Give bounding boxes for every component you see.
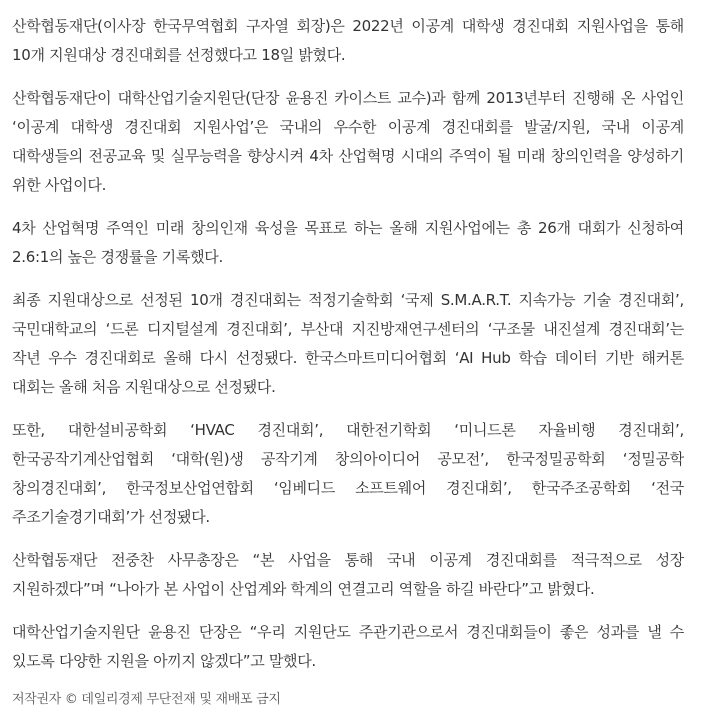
article-paragraph: 산학협동재단 전중찬 사무총장은 “본 사업을 통해 국내 이공계 경진대회를 적극적으로 성장 지원하겠다”며 “나아가 본 사업이 산업계와 학계의 연결고리 역할을 하길 바란다”고 밝혔다. [12,551,684,598]
article-paragraph: 산학협동재단(이사장 한국무역협회 구자열 회장)은 2022년 이공계 대학생 경진대회 지원사업을 통해 10개 지원대상 경진대회를 선정했다고 18일 밝혔다. [12,17,684,64]
copyright-notice: 저작권자 © 데일리경제 무단전재 및 재배포 금지 [12,692,281,707]
article-paragraph: 최종 지원대상으로 선정된 10개 경진대회는 적정기술학회 ‘국제 S.M.A.R.T. 지속가능 기술 경진대회’, 국민대학교의 ‘드론 디지털설계 경진대회’, 부산대 지진방재연구센터의 ‘구조물 내진설계 경진대회’는 작년 우수 경진대회로 올해 다시 선정됐다. 한국스마트미디어협회 ‘AI Hub 학습 데이터 기반 해커톤 대회는 올해 처음 지원대상으로 선정됐다. [12,291,684,396]
article-paragraph: 4차 산업혁명 주역인 미래 창의인재 육성을 목표로 하는 올해 지원사업에는 총 26개 대회가 신청하여 2.6:1의 높은 경쟁률을 기록했다. [12,219,684,266]
article-paragraph: 또한, 대한설비공학회 ‘HVAC 경진대회’, 대한전기학회 ‘미니드론 자율비행 경진대회’, 한국공작기계산업협회 ‘대학(원)생 공작기계 창의아이디어 공모전’, 한국정밀공학회 ‘정밀공학 창의경진대회’, 한국정보산업연합회 ‘임베디드 소프트웨어 경진대회’, 한국주조공학회 ‘전국 주조기술경기대회’가 선정됐다. [12,421,684,526]
article-paragraph: 산학협동재단이 대학산업기술지원단(단장 윤용진 카이스트 교수)과 함께 2013년부터 진행해 온 사업인 ‘이공계 대학생 경진대회 지원사업’은 국내의 우수한 이공계 경진대회를 발굴/지원, 국내 이공계 대학생들의 전공교육 및 실무능력을 향상시켜 4차 산업혁명 시대의 주역이 될 미래 창의인력을 양성하기 위한 사업이다. [12,89,684,194]
article-paragraph: 대학산업기술지원단 윤용진 단장은 “우리 지원단도 주관기관으로서 경진대회들이 좋은 성과를 낼 수 있도록 다양한 지원을 아끼지 않겠다”고 말했다. [12,623,684,670]
article-body [12,12,684,690]
